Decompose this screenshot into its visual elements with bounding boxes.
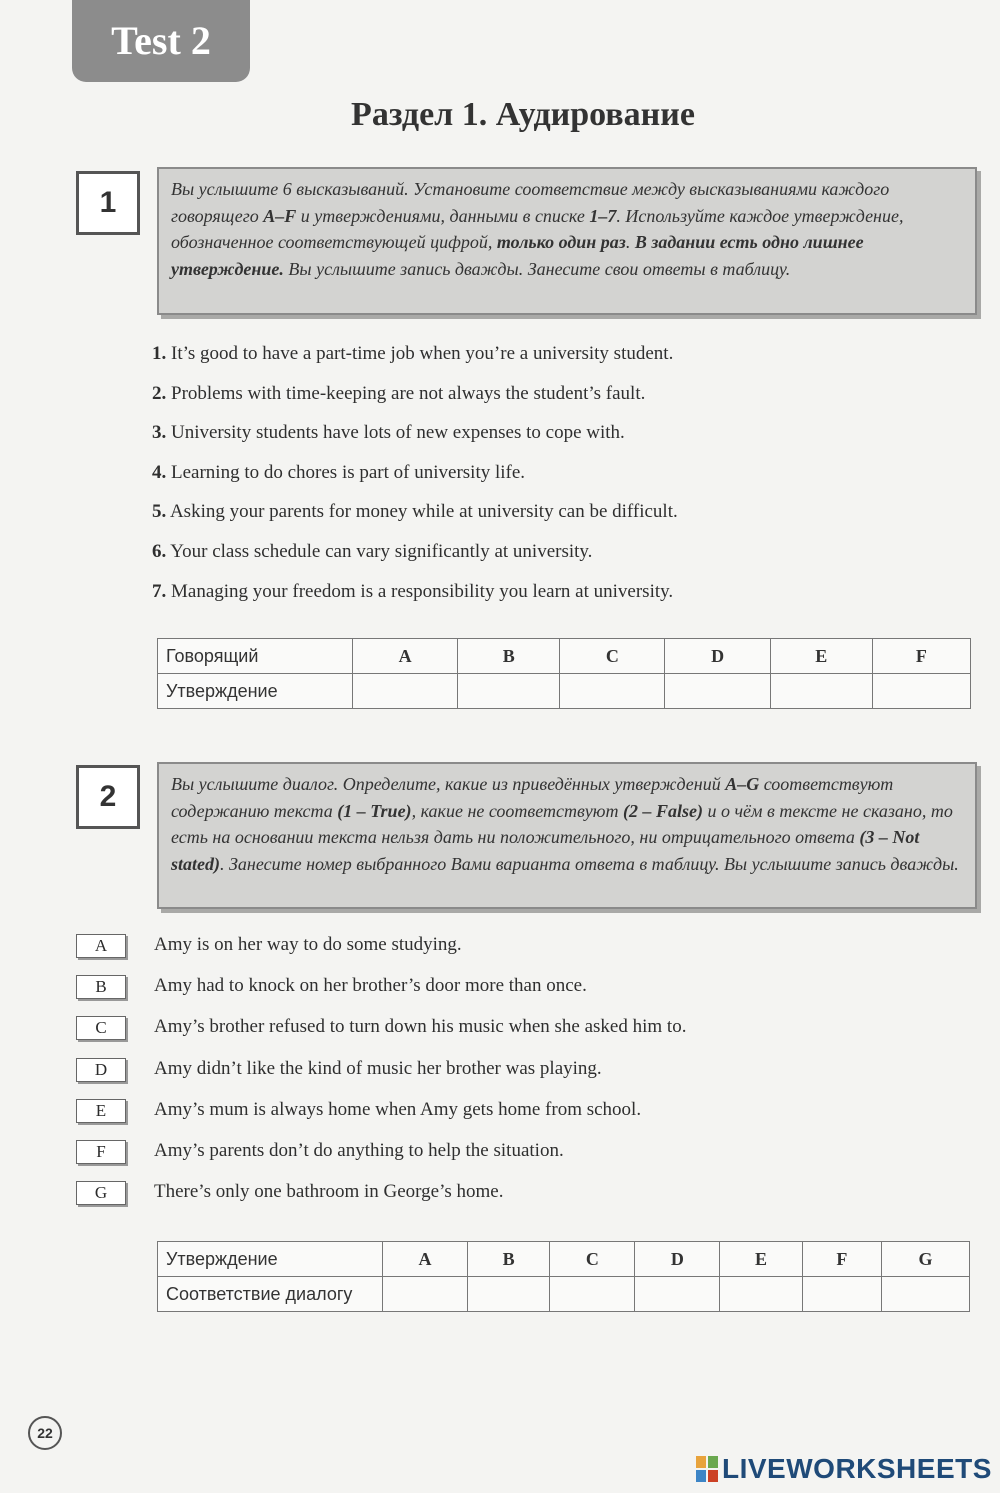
- statement-text: Amy is on her way to do some studying.: [154, 934, 462, 955]
- task-1-statement-list: [152, 341, 952, 618]
- answer-cell[interactable]: [383, 1277, 468, 1312]
- section-title: Раздел 1. Аудирование: [351, 96, 695, 133]
- task-1-answer-table: [157, 638, 971, 709]
- statement-item: 2. Problems with time-keeping are not always the student’s fault.: [152, 382, 646, 404]
- statement-item: 5. Asking your parents for money while at university can be difficult.: [152, 501, 678, 523]
- answer-cell[interactable]: [770, 674, 872, 709]
- column-header: C: [560, 639, 665, 674]
- statement-letter: A: [76, 934, 126, 958]
- statement-item: 7. Managing your freedom is a responsibility you learn at university.: [152, 580, 674, 602]
- list-item: [76, 1181, 956, 1222]
- statement-item: 6. Your class schedule can vary significantly at university.: [152, 540, 593, 562]
- statement-item: 1. It’s good to have a part-time job when you’re a university student.: [152, 343, 674, 364]
- brand-name: LIVEWORKSHEETS: [722, 1453, 992, 1484]
- list-item: [76, 1140, 956, 1181]
- answer-cell[interactable]: [550, 1277, 635, 1312]
- list-item: [76, 1016, 956, 1057]
- statement-text: Amy’s parents don’t do anything to help the situation.: [154, 1139, 564, 1161]
- column-header: E: [720, 1242, 802, 1277]
- answer-cell[interactable]: [720, 1277, 802, 1312]
- answer-cell[interactable]: [635, 1277, 720, 1312]
- statement-item: 3. University students have lots of new expenses to cope with.: [152, 422, 625, 444]
- statement-text: Amy’s mum is always home when Amy gets home from school.: [154, 1098, 642, 1120]
- page-number: 22: [28, 1416, 62, 1450]
- answer-cell[interactable]: [560, 674, 665, 709]
- list-item: [76, 975, 956, 1016]
- column-header: A: [353, 639, 458, 674]
- task-1-number: 1: [76, 171, 140, 235]
- row-label-statement: Утверждение: [158, 1242, 383, 1277]
- column-header: F: [872, 639, 970, 674]
- column-header: B: [458, 639, 560, 674]
- task-2-number: 2: [76, 765, 140, 829]
- task-1-instructions: Вы услышите 6 высказываний. Установите соответствие между высказываниями каждого говорящего A–F и утверждениями, данными в списке 1–7. Используйте каждое утверждение, обозначенное соответствующей цифрой, только один раз. В задании есть одно лишнее утверждение. Вы услышите запись дважды. Занесите свои ответы в таблицу.: [157, 167, 977, 315]
- statement-letter: F: [76, 1140, 126, 1164]
- statement-letter: E: [76, 1099, 126, 1123]
- column-header: G: [882, 1242, 970, 1277]
- statement-letter: G: [76, 1181, 126, 1205]
- brand-logo: [696, 1452, 992, 1486]
- statement-text: There’s only one bathroom in George’s home.: [154, 1181, 504, 1203]
- column-header: A: [383, 1242, 468, 1277]
- task-2-answer-table: [157, 1241, 970, 1312]
- answer-cell[interactable]: [802, 1277, 881, 1312]
- column-header: D: [665, 639, 770, 674]
- statement-letter: B: [76, 975, 126, 999]
- column-header: B: [468, 1242, 550, 1277]
- statement-item: 4. Learning to do chores is part of university life.: [152, 461, 526, 483]
- row-label-speaker: Говорящий: [158, 639, 353, 674]
- column-header: C: [550, 1242, 635, 1277]
- answer-cell[interactable]: [468, 1277, 550, 1312]
- list-item: [76, 1058, 956, 1099]
- statement-letter: D: [76, 1058, 126, 1082]
- liveworksheets-logo-icon: [696, 1456, 718, 1482]
- test-label: Test 2: [72, 0, 250, 82]
- statement-text: Amy’s brother refused to turn down his music when she asked him to.: [154, 1016, 687, 1038]
- row-label-dialogue-match: Соответствие диалогу: [158, 1277, 383, 1312]
- task-2-instructions: Вы услышите диалог. Определите, какие из приведённых утверждений A–G соответствуют содержанию текста (1 – True), какие не соответствуют (2 – False) и о чём в тексте не сказано, то есть на основании текста нельзя дать ни положительного, ни отрицательного ответа (3 – Not stated). Занесите номер выбранного Вами варианта ответа в таблицу. Вы услышите запись дважды.: [157, 762, 977, 909]
- task-2-statement-list: [76, 934, 956, 1222]
- answer-cell[interactable]: [458, 674, 560, 709]
- answer-cell[interactable]: [353, 674, 458, 709]
- answer-cell[interactable]: [665, 674, 770, 709]
- answer-cell[interactable]: [882, 1277, 970, 1312]
- row-label-statement: Утверждение: [158, 674, 353, 709]
- statement-text: Amy didn’t like the kind of music her brother was playing.: [154, 1057, 602, 1079]
- list-item: [76, 934, 956, 975]
- column-header: F: [802, 1242, 881, 1277]
- column-header: D: [635, 1242, 720, 1277]
- list-item: [76, 1099, 956, 1140]
- answer-cell[interactable]: [872, 674, 970, 709]
- statement-text: Amy had to knock on her brother’s door more than once.: [154, 975, 587, 997]
- column-header: E: [770, 639, 872, 674]
- statement-letter: C: [76, 1016, 126, 1040]
